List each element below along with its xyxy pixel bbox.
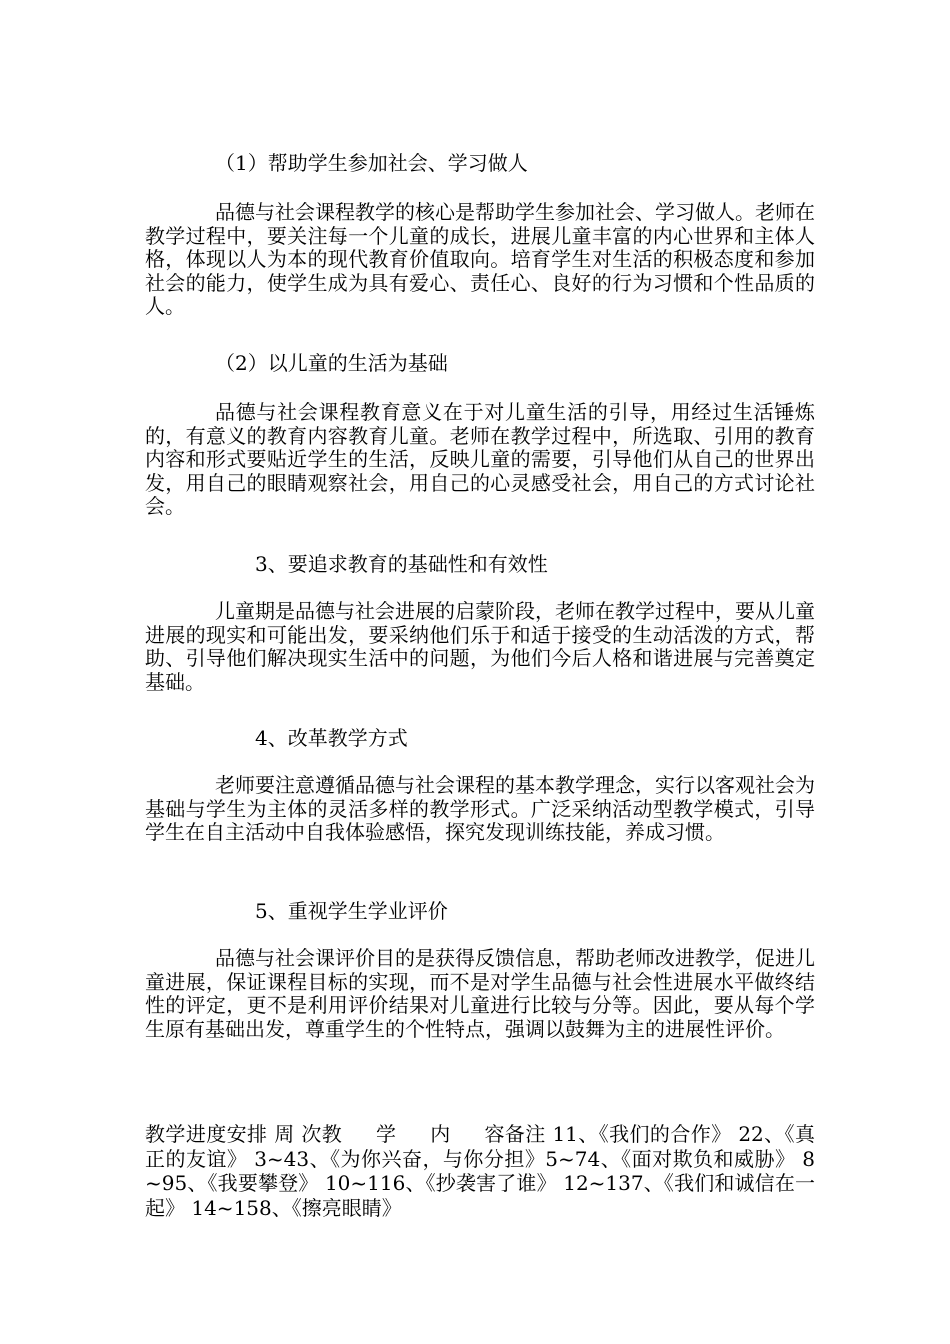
section-heading-2: （2）以儿童的生活为基础 xyxy=(215,351,448,375)
section-heading-5: 5、重视学生学业评价 xyxy=(255,899,448,923)
section-paragraph-2: 品德与社会课程教育意义在于对儿童生活的引导，用经过生活锤炼的，有意义的教育内容教育儿童。老师在教学过程中，所选取、引用的教育内容和形式要贴近学生的生活，反映儿童的需要，引导他们从自己的世界出发，用自己的眼睛观察社会，用自己的心灵感受社会，用自己的方式讨论社会。 xyxy=(145,400,815,518)
teaching-schedule-text: 教学进度安排 周 次教 学 内 容备注 11、《我们的合作》 22、《真正的友谊》 3~43、《为你兴奋，与你分担》5~74、《面对欺负和威胁》 8~95、《我要攀登》 10~116、《抄袭害了谁》 12~137、《我们和诚信在一起》 14~158、《擦亮眼睛》 xyxy=(145,1122,815,1220)
section-paragraph-5: 品德与社会课评价目的是获得反馈信息，帮助老师改进教学，促进儿童进展，保证课程目标的实现，而不是对学生品德与社会性进展水平做终结性的评定，更不是利用评价结果对儿童进行比较与分等。因此，要从每个学生原有基础出发，尊重学生的个性特点，强调以鼓舞为主的进展性评价。 xyxy=(145,946,815,1041)
section-paragraph-1: 品德与社会课程教学的核心是帮助学生参加社会、学习做人。老师在教学过程中，要关注每一个儿童的成长，进展儿童丰富的内心世界和主体人格，体现以人为本的现代教育价值取向。培育学生对生活的积极态度和参加社会的能力，使学生成为具有爱心、责任心、良好的行为习惯和个性品质的人。 xyxy=(145,200,815,318)
section-heading-1: （1）帮助学生参加社会、学习做人 xyxy=(215,151,528,175)
section-heading-3: 3、要追求教育的基础性和有效性 xyxy=(255,552,548,576)
section-heading-4: 4、改革教学方式 xyxy=(255,726,408,750)
section-paragraph-3: 儿童期是品德与社会进展的启蒙阶段，老师在教学过程中，要从儿童进展的现实和可能出发，要采纳他们乐于和适于接受的生动活泼的方式，帮助、引导他们解决现实生活中的问题，为他们今后人格和谐进展与完善奠定基础。 xyxy=(145,599,815,694)
section-paragraph-4: 老师要注意遵循品德与社会课程的基本教学理念，实行以客观社会为基础与学生为主体的灵活多样的教学形式。广泛采纳活动型教学模式，引导学生在自主活动中自我体验感悟，探究发现训练技能，养成习惯。 xyxy=(145,773,815,844)
